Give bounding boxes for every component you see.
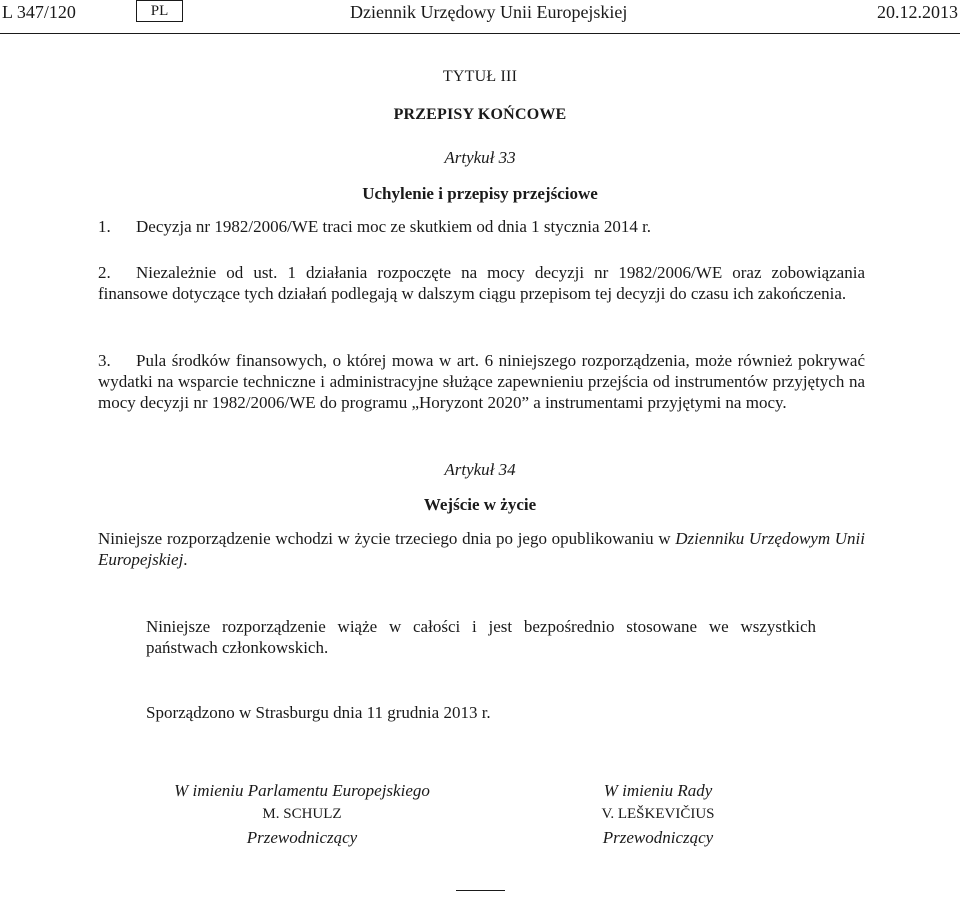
paragraph-number: 2. (98, 263, 111, 282)
entry-into-force-end: . (183, 550, 188, 569)
language-badge: PL (136, 0, 183, 22)
article-33-heading: Artykuł 33 (444, 148, 516, 167)
journal-reference: Dzienniku Urzędowym Unii Europejskiej (98, 529, 865, 569)
article-34-heading: Artykuł 34 (444, 460, 516, 479)
signature-council (538, 781, 778, 848)
page-reference: L 347/120 (2, 2, 76, 22)
end-divider (456, 890, 505, 891)
article-33-paragraph-1 (98, 216, 865, 237)
binding-clause: Niniejsze rozporządzenie wiąże w całości i jest bezpośrednio stosowane we wszystkich państwach członkowskich. (146, 617, 816, 657)
entry-into-force-text: Niniejsze rozporządzenie wchodzi w życie trzeciego dnia po jego opublikowaniu w (98, 529, 676, 548)
title-number: TYTUŁ III (442, 68, 518, 85)
signature-parliament (160, 781, 444, 848)
article-33-paragraph-2 (98, 262, 865, 304)
signature-name: M. SCHULZ (262, 806, 342, 822)
signature-role: Przewodniczący (602, 828, 714, 847)
signature-role: Przewodniczący (246, 828, 358, 847)
paragraph-text: Decyzja nr 1982/2006/WE traci moc ze skutkiem od dnia 1 stycznia 2014 r. (136, 217, 652, 236)
paragraph-text: Pula środków finansowych, o której mowa w art. 6 niniejszego rozporządzenia, może również pokrywać wydatki na wsparcie techniczne i administracyjne służące zapewnieniu przejścia od instrumentów przyjętych na mocy decyzji nr 1982/2006/WE do programu „Horyzont 2020” a instrumentami przyjętymi na mocy. (98, 351, 865, 412)
article-34-subheading: Wejście w życie (423, 495, 537, 514)
done-at: Sporządzono w Strasburgu dnia 11 grudnia 2013 r. (146, 703, 491, 722)
signature-on-behalf: W imieniu Parlamentu Europejskiego (174, 781, 430, 800)
paragraph-text: Niezależnie od ust. 1 działania rozpoczęte na mocy decyzji nr 1982/2006/WE oraz zobowiązania finansowe dotyczące tych działań podlegają w dalszym ciągu przepisom tej decyzji do czasu ich zakończenia. (98, 263, 865, 303)
paragraph-number: 3. (98, 351, 111, 370)
article-33-paragraph-3 (98, 350, 865, 413)
signature-on-behalf: W imieniu Rady (603, 781, 713, 800)
article-34-text (98, 528, 865, 570)
publication-date: 20.12.2013 (877, 2, 958, 22)
journal-name: Dziennik Urzędowy Unii Europejskiej (350, 2, 628, 22)
paragraph-number: 1. (98, 217, 111, 236)
title-name: PRZEPISY KOŃCOWE (393, 106, 567, 123)
article-33-subheading: Uchylenie i przepisy przejściowe (362, 184, 598, 203)
header-divider (0, 33, 960, 34)
signature-name: V. LEŠKEVIČIUS (601, 806, 715, 822)
